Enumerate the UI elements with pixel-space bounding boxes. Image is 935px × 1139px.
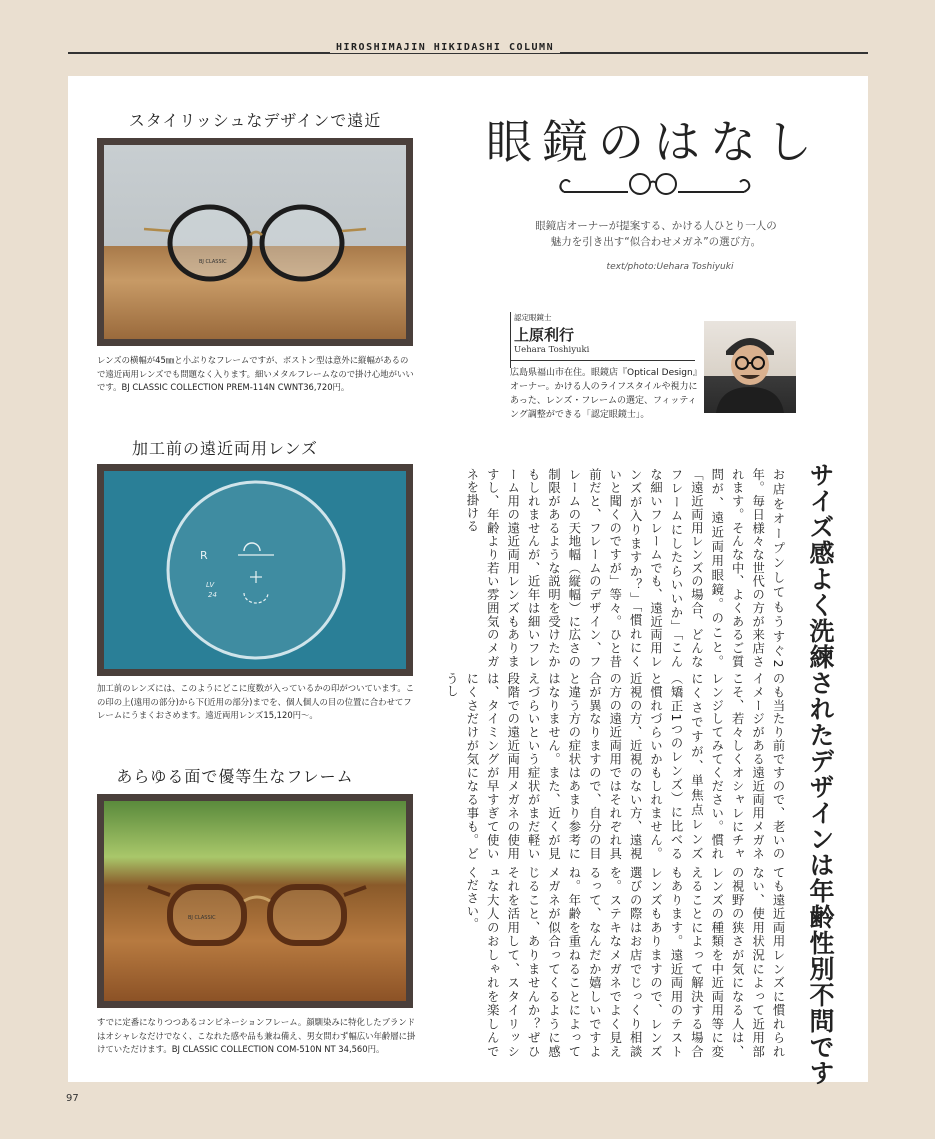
photo-frame bbox=[97, 138, 413, 346]
author-bio: 広島県福山市在住。眼鏡店『Optical Design』オーナー。かける人のライフスタイルや視力にあった、レンズ・フレームの選定、フィッティング調整ができる「認定眼鏡士」。 bbox=[510, 368, 698, 420]
body-text-column-1 bbox=[458, 468, 788, 668]
body-text-column-3 bbox=[464, 866, 788, 1058]
glasses-photo bbox=[104, 145, 406, 339]
lens-illustration bbox=[104, 471, 406, 669]
article-headline: サイズ感よく洗練されたデザインは年齢性別不問です bbox=[806, 462, 835, 1086]
ornament-divider bbox=[556, 170, 756, 202]
photo-caption: すでに定番になりつつあるコンビネーションフレーム。顔馴染みに特化したブランドはオシャレなだけでなく、こなれた感や品も兼ね備え、男女問わず幅広い年齢層に掛けていただけます。BJ CLASSIC COLLECTION COM-510N NT 34,560円。 bbox=[97, 1017, 416, 1054]
subtitle-line: 眼鏡店オーナーが提案する、かける人ひとり一人の bbox=[535, 220, 777, 232]
glasses-illustration bbox=[104, 145, 406, 339]
article-credit: text/photo:Uehara Toshiyuki bbox=[606, 262, 734, 272]
body-text-column-2 bbox=[444, 672, 788, 860]
article-title: 眼鏡のはなし bbox=[486, 115, 822, 169]
body-paragraph: のも当たり前ですので、老いのイメージがある遠近両用メガネこそ、若々しくオシャレにチャレンジしてみてください。慣れにくさですが、単焦点レンズ（矯正1つのレンズ）に比べると慣れづらいかもしれません。近視の方、近視のない方、遠視の方の遠近両用ではそれぞれ具合が異なりますので、自分の目と違う方の症状はあまり参考にはなりません。また、近くが見えづらいという症状がまだ軽い段階での遠近両用メガネの使用は、タイミングが早すぎて使いにくさだけが気になる事も。どうし bbox=[444, 672, 785, 860]
lens-mark-code: LV bbox=[206, 581, 215, 589]
photo-section-1 bbox=[97, 108, 413, 408]
article-subtitle bbox=[500, 218, 812, 250]
brand-tag: BJ CLASSIC bbox=[188, 915, 216, 921]
photo-section-3 bbox=[97, 764, 416, 1064]
brand-tag: BJ CLASSIC bbox=[199, 259, 227, 265]
photo-heading: 加工前の遠近両用レンズ bbox=[131, 439, 319, 458]
lens-mark-num: 24 bbox=[208, 591, 217, 599]
author-divider bbox=[510, 360, 695, 361]
author-role: 認定眼鏡士 bbox=[514, 313, 552, 322]
lens-photo bbox=[104, 471, 406, 669]
author-name: 上原利行 bbox=[514, 326, 575, 344]
author-roman-name: Uehara Toshiyuki bbox=[514, 345, 590, 355]
body-paragraph: ても遠近両用レンズに慣れられない、使用状況によって近用部の視野の狭さが気になる人は、レンズの種類を中近両用等に変えることによって解決する場合もあります。遠近両用のテストレンズもありますので、レンズ選びの際はお店でじっくり相談を。ステキなメガネでよく見えるって、なんだか嬉しいですよね。年齢を重ねることによってメガネが似合ってくるように感じること、ありませんか？ぜひそれを活用して、スタイリッシュな大人のおしゃれを楽しんでください。 bbox=[464, 866, 785, 1058]
photo-heading: あらゆる面で優等生なフレーム bbox=[116, 767, 354, 786]
photo-frame bbox=[97, 464, 413, 676]
author-portrait bbox=[704, 321, 796, 413]
photo-section-2 bbox=[97, 436, 413, 736]
glasses-illustration bbox=[104, 801, 406, 1001]
photo-caption: レンズの横幅が45㎜と小ぶりなフレームですが、ボストン型は意外に縦幅があるので遠近両用レンズでも問題なく入ります。細いメタルフレームなので掛け心地がいいです。BJ CLASSIC COLLECTION PREM-114N CWNT36,720円。 bbox=[97, 355, 414, 392]
frame-photo bbox=[104, 801, 406, 1001]
column-title: HIROSHIMAJIN HIKIDASHI COLUMN bbox=[330, 42, 560, 53]
photo-heading: スタイリッシュなデザインで遠近 bbox=[128, 111, 382, 130]
subtitle-line: 魅力を引き出す“似合わせメガネ”の選び方。 bbox=[550, 236, 762, 248]
lens-mark-r: R bbox=[200, 549, 208, 562]
body-paragraph: お店をオープンしてもうすぐ2年。毎日様々な世代の方が来店されます。そんな中、よくあるご質問が、遠近両用眼鏡。のこと。「遠近両用レンズの場合、どんなフレームにしたらいいか」「こんな細いフレームでも、遠近両用レンズが入りますか？」「慣れにくいと聞くのですが」等々。ひと昔前だと、フレームのデザイン、フレームの天地幅（縦幅）に広さの制限があるような説明を受けたかもしれませんが、近年は細いフレーム用の遠近両用レンズもありますし、年齢より若い雰囲気のメガネを掛ける bbox=[464, 468, 785, 668]
photo-frame bbox=[97, 794, 413, 1008]
photo-caption: 加工前のレンズには、このようにどこに度数が入っているかの印がついています。この印の上(遠用の部分)から下(近用の部分)までを、個人個人の目の位置に合わせてフレームにうまくおさめます。遠近両用レンズ15,120円〜。 bbox=[97, 683, 415, 720]
portrait-illustration bbox=[704, 321, 796, 413]
page-number: 97 bbox=[66, 1093, 79, 1104]
